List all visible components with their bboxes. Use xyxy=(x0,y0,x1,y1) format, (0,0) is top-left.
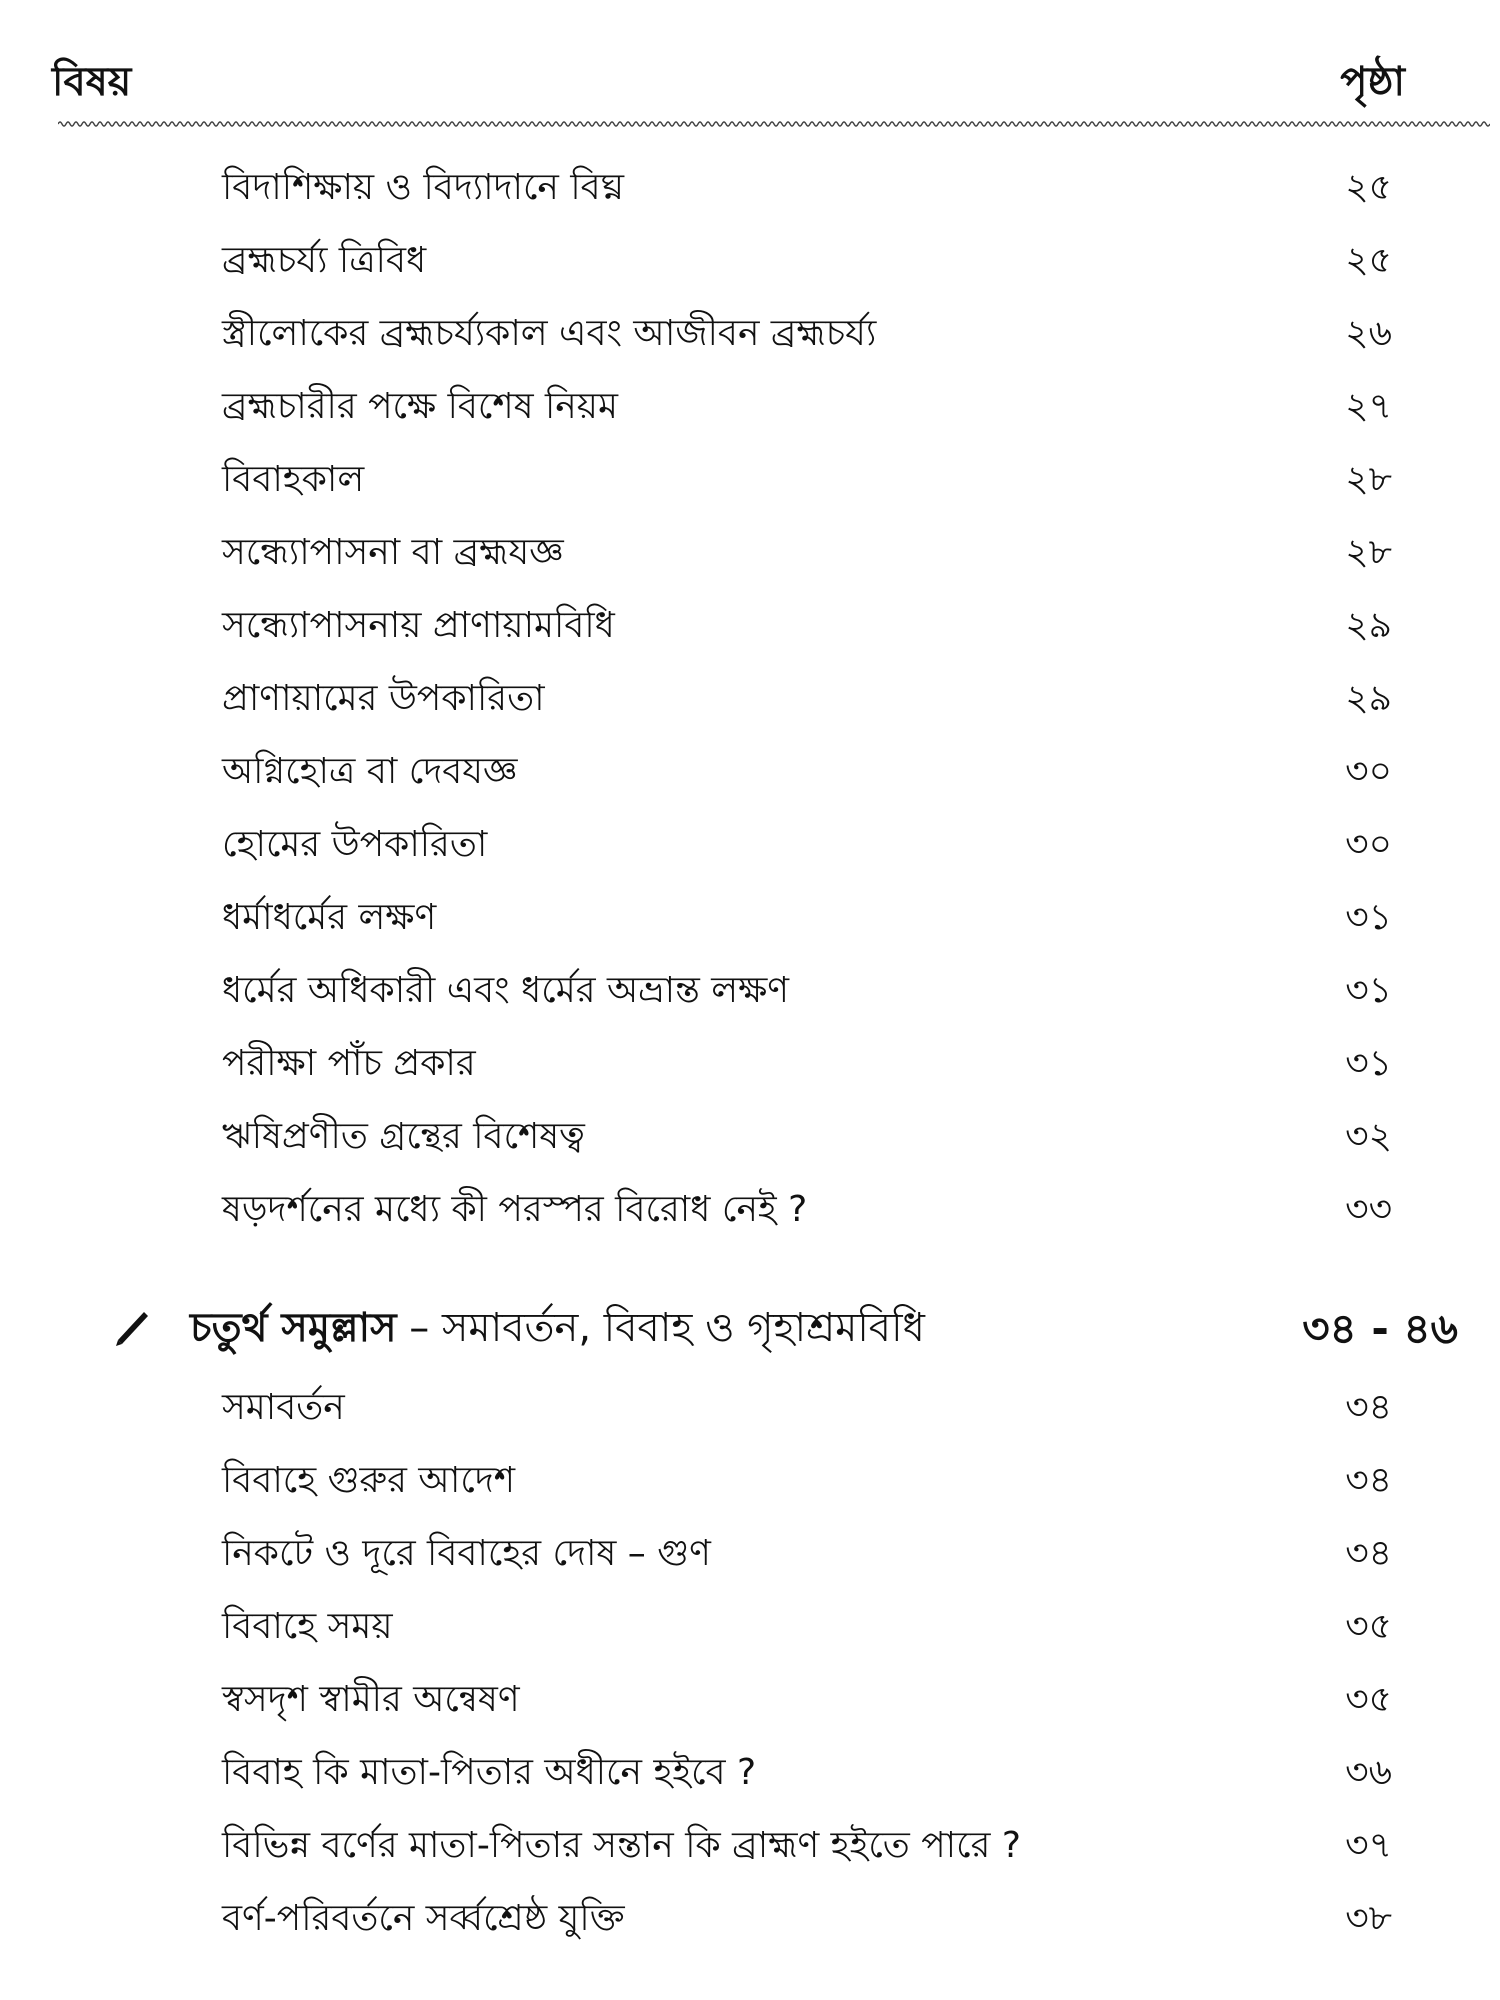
toc-entry-page: ৩৩ xyxy=(1345,1189,1392,1230)
toc-entry[interactable] xyxy=(0,671,1500,731)
toc-entry-page: ৩৪ xyxy=(1345,1387,1392,1428)
toc-entry-page: ২৫ xyxy=(1345,240,1392,281)
toc-entry[interactable] xyxy=(0,379,1500,439)
chapter-heading[interactable] xyxy=(0,1296,1500,1360)
toc-entry-page: ৩১ xyxy=(1345,1043,1392,1084)
chapter-title xyxy=(190,1296,925,1363)
toc-entry-page: ৩৭ xyxy=(1345,1825,1392,1866)
toc-entry[interactable] xyxy=(0,1182,1500,1242)
toc-entry-title: ব্রহ্মচর্য্য ত্রিবিধ xyxy=(222,240,427,281)
toc-entry-page: ৩২ xyxy=(1345,1116,1392,1157)
toc-entry[interactable] xyxy=(0,1745,1500,1805)
toc-entry-page: ৩৫ xyxy=(1345,1606,1392,1647)
toc-entry-title: সন্ধ্যোপাসনায় প্রাণায়ামবিধি xyxy=(222,605,615,646)
toc-entry-title: হোমের উপকারিতা xyxy=(222,824,488,865)
chapter-page-range: ৩৪ - ৪৬ xyxy=(1302,1304,1458,1353)
toc-entry-title: নিকটে ও দূরে বিবাহের দোষ – গুণ xyxy=(222,1533,711,1574)
toc-entry-title: সমাবর্তন xyxy=(222,1387,345,1428)
pencil-icon xyxy=(110,1302,156,1348)
toc-entry-title: বিবাহকাল xyxy=(222,459,365,500)
toc-entry-title: ধর্মাধর্মের লক্ষণ xyxy=(222,897,437,938)
toc-entry-title: প্রাণায়ামের উপকারিতা xyxy=(222,678,545,719)
toc-entry-page: ৩০ xyxy=(1345,751,1392,792)
toc-entry-title: বিবাহে সময় xyxy=(222,1606,393,1647)
toc-entry-page: ২৯ xyxy=(1345,678,1392,719)
toc-entry-title: ঋষিপ্রণীত গ্রন্থের বিশেষত্ব xyxy=(222,1116,585,1157)
toc-entry-title: বিবাহ কি মাতা-পিতার অধীনে হইবে ? xyxy=(222,1752,757,1793)
toc-entry[interactable] xyxy=(0,1818,1500,1878)
toc-entry[interactable] xyxy=(0,598,1500,658)
chapter-title-rest: – সমাবর্তন, বিবাহ ও গৃহাশ্রমবিধি xyxy=(396,1305,925,1351)
toc-entry-page: ৩৮ xyxy=(1345,1898,1392,1939)
toc-entry-page: ৩৫ xyxy=(1345,1679,1392,1720)
toc-entry[interactable] xyxy=(0,1891,1500,1951)
toc-entry-page: ২৯ xyxy=(1345,605,1392,646)
toc-entry-title: স্ত্রীলোকের ব্রহ্মচর্য্যকাল এবং আজীবন ব্রহ্মচর্য্য xyxy=(222,313,877,354)
toc-entry-title: সন্ধ্যোপাসনা বা ব্রহ্মযজ্ঞ xyxy=(222,532,564,573)
toc-entry-title: বিদাশিক্ষায় ও বিদ্যাদানে বিঘ্ন xyxy=(222,167,624,208)
toc-entry-page: ২৮ xyxy=(1345,532,1392,573)
subject-column-label: বিষয় xyxy=(52,59,132,105)
toc-entry[interactable] xyxy=(0,1599,1500,1659)
toc-entry[interactable] xyxy=(0,890,1500,950)
toc-entry-title: ষড়দর্শনের মধ্যে কী পরস্পর বিরোধ নেই ? xyxy=(222,1189,808,1230)
toc-entry-title: পরীক্ষা পাঁচ প্রকার xyxy=(222,1043,476,1084)
toc-entry[interactable] xyxy=(0,1453,1500,1513)
toc-entry-title: ধর্মের অধিকারী এবং ধর্মের অভ্রান্ত লক্ষণ xyxy=(222,970,790,1011)
toc-entry[interactable] xyxy=(0,1526,1500,1586)
toc-entry[interactable] xyxy=(0,963,1500,1023)
toc-entry-page: ৩৪ xyxy=(1345,1533,1392,1574)
toc-entry[interactable] xyxy=(0,744,1500,804)
page-column-label: পৃষ্ঠা xyxy=(1340,59,1405,105)
wavy-divider xyxy=(58,118,1490,130)
toc-entry[interactable] xyxy=(0,306,1500,366)
toc-entry-title: বিভিন্ন বর্ণের মাতা-পিতার সন্তান কি ব্রাহ্মণ হইতে পারে ? xyxy=(222,1825,1021,1866)
toc-entry-title: স্বসদৃশ স্বামীর অন্বেষণ xyxy=(222,1679,520,1720)
toc-entry[interactable] xyxy=(0,1380,1500,1440)
toc-entry[interactable] xyxy=(0,1036,1500,1096)
toc-entry-title: বিবাহে গুরুর আদেশ xyxy=(222,1460,516,1501)
toc-entry[interactable] xyxy=(0,1672,1500,1732)
toc-entry[interactable] xyxy=(0,160,1500,220)
toc-entry[interactable] xyxy=(0,525,1500,585)
toc-entry-page: ২৭ xyxy=(1345,386,1392,427)
toc-entry-page: ৩০ xyxy=(1345,824,1392,865)
toc-entry-page: ৩১ xyxy=(1345,897,1392,938)
toc-entry-title: ব্রহ্মচারীর পক্ষে বিশেষ নিয়ম xyxy=(222,386,618,427)
toc-entry[interactable] xyxy=(0,817,1500,877)
toc-header xyxy=(0,50,1500,120)
toc-entry[interactable] xyxy=(0,233,1500,293)
toc-entry[interactable] xyxy=(0,1109,1500,1169)
toc-entry[interactable] xyxy=(0,452,1500,512)
toc-entry-page: ২৬ xyxy=(1345,313,1392,354)
chapter-title-bold: চতুর্থ সমুল্লাস xyxy=(190,1305,397,1351)
toc-entry-title: অগ্নিহোত্র বা দেবযজ্ঞ xyxy=(222,751,518,792)
toc-entry-page: ২৫ xyxy=(1345,167,1392,208)
toc-entry-page: ২৮ xyxy=(1345,459,1392,500)
toc-entry-page: ৩৬ xyxy=(1345,1752,1392,1793)
toc-entry-page: ৩১ xyxy=(1345,970,1392,1011)
toc-entry-page: ৩৪ xyxy=(1345,1460,1392,1501)
toc-entry-title: বর্ণ-পরিবর্তনে সর্ব্বশ্রেষ্ঠ যুক্তি xyxy=(222,1898,625,1939)
